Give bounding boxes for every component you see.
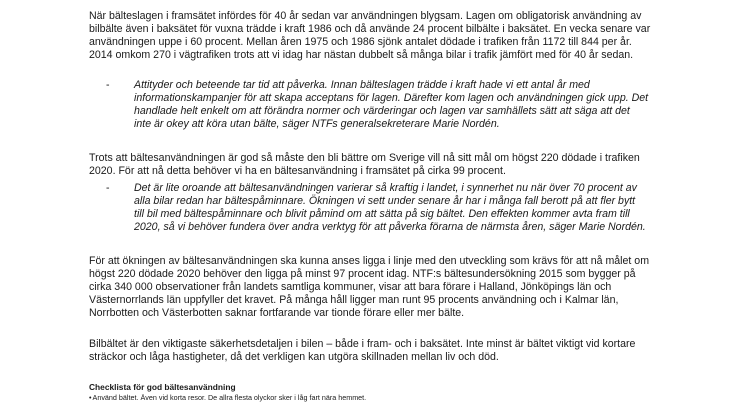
- text-line: Norrbotten och Västerbotten saknar fortfarande var tionde förare eller mer bälte.: [89, 307, 465, 320]
- quote-line: alla bilar redan har bältespåminnare. Ökningen vi sett under senare år har i många fall berott på att fler bytt: [134, 195, 636, 208]
- paragraph-intro: [89, 10, 689, 62]
- text-line: När bälteslagen i framsätet infördes för 40 år sedan var användningen blygsam. Lagen om obligatorisk användning av: [89, 10, 642, 22]
- quote-line: Det är lite oroande att bältesanvändningen varierar så kraftig i landet, i synnerhet nu när över 70 procent av: [134, 182, 637, 194]
- paragraph-target-2020: [89, 152, 689, 178]
- paragraph-regional-usage: [89, 255, 689, 320]
- quote-dash: -: [106, 182, 110, 194]
- text-line: bilbälte även i baksätet för vuxna trädde i kraft 1986 och då använde 24 procent bilbälte i baksätet. En vecka senare var: [89, 23, 651, 36]
- quote-line: handlade helt enkelt om att förändra normer och värderingar och lagen var samhällets sätt att säga att det: [134, 105, 630, 118]
- text-line: Västernorrlands län uppfyller det kravet. På många håll ligger man runt 95 procents användning och i Kalmar län,: [89, 294, 619, 307]
- quote-nordén-variation: [107, 182, 667, 234]
- bullet-icon: •: [89, 393, 92, 402]
- checklist-item: [89, 393, 366, 402]
- quote-line: 2020, så vi behöver fundera över andra verktyg för att påverka förarna de närmsta åren, säger Marie Nordén.: [134, 221, 646, 234]
- text-line: Trots att bältesanvändningen är god så måste den bli bättre om Sverige vill nå sitt mål om högst 220 dödade i trafiken: [89, 152, 640, 164]
- checklist-item-text: Använd bältet. Även vid korta resor. De allra flesta olyckor sker i låg fart nära hemmet.: [92, 393, 367, 402]
- text-line: För att ökningen av bältesanvändningen ska kunna anses ligga i linje med den utveckling som krävs för att nå målet om: [89, 255, 650, 267]
- quote-dash: -: [106, 79, 110, 91]
- quote-line: till bil med bältespåminnare och blivit påmind om att sätta på sig bältet. Den effekten kommer avta fram till: [134, 208, 630, 221]
- text-line: användningen uppe i 60 procent. Mellan åren 1975 och 1986 sjönk antalet dödade i trafiken från 1172 till 844 per år.: [89, 36, 632, 49]
- text-line: 2014 omkom 270 i vägtrafiken trots att vi idag har nästan dubbelt så många bilar i trafik jämfört med för 40 år sedan.: [89, 49, 634, 62]
- quote-line: inte är okey att köra utan bälte, säger NTFs generalsekreterare Marie Nordén.: [134, 118, 500, 131]
- text-line: cirka 340 000 observationer från landets samtliga kommuner, visar att bara förare i Halland, Jönköpings län och: [89, 281, 612, 294]
- quote-line: informationskampanjer för att skapa acceptans för lagen. Därefter kom lagen och användningen gick upp. Det: [134, 92, 649, 105]
- text-line: sträckor och låga hastigheter, då det verkligen kan utgöra skillnaden mellan liv och död.: [89, 351, 499, 364]
- text-line: 2020. För att nå detta behöver vi ha en bältesanvändning i framsätet på cirka 99 procent.: [89, 165, 506, 178]
- checklist-title: Checklista för god bältesanvändning: [89, 382, 236, 392]
- quote-line: Attityder och beteende tar tid att påverka. Innan bälteslagen trädde i kraft hade vi ett antal år med: [134, 79, 590, 91]
- text-line: högst 220 dödade 2020 behöver den ligga på minst 97 procent idag. NTF:s bältesundersökning 2015 som bygger på: [89, 268, 636, 281]
- quote-nordén-attitudes: [107, 79, 667, 131]
- paragraph-safety-detail: [89, 338, 689, 364]
- text-line: Bilbältet är den viktigaste säkerhetsdetaljen i bilen – både i fram- och i baksätet. Inte minst är bältet viktigt vid kortare: [89, 338, 636, 350]
